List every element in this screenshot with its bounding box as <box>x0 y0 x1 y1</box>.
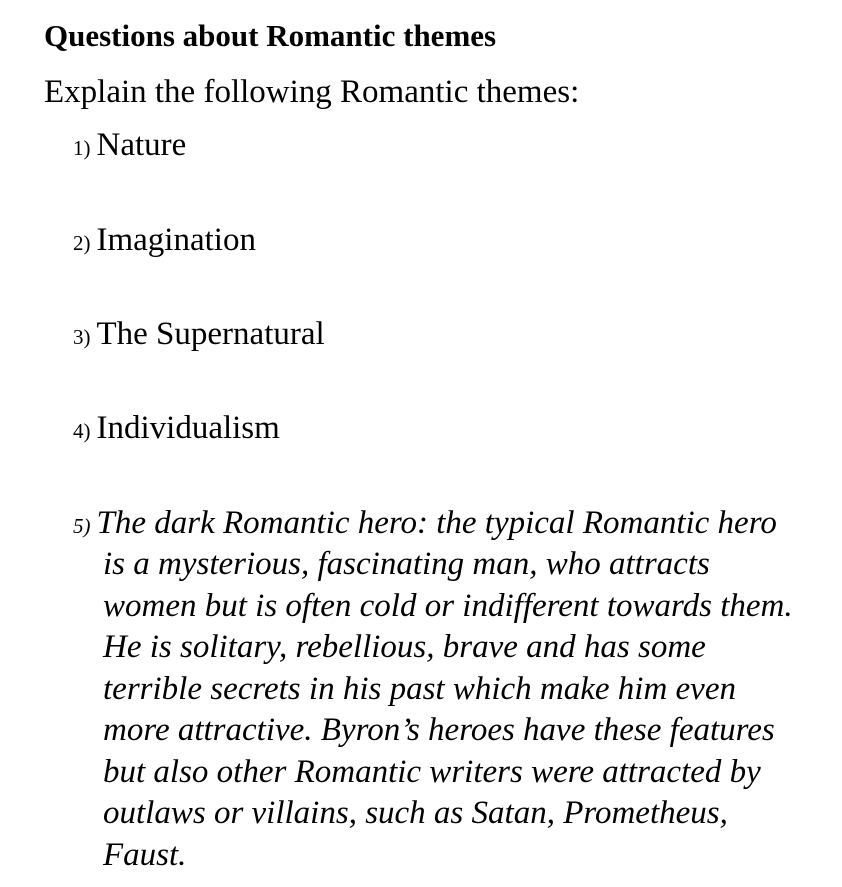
list-item-supernatural <box>73 313 325 358</box>
list-item-text-line: outlaws or villains, such as Satan, Prometheus, <box>103 795 728 831</box>
list-item-number: 5) <box>73 514 91 538</box>
list-item-text-line: more attractive. Byron’s heroes have these features <box>103 712 775 748</box>
list-item-text: Imagination <box>96 222 256 258</box>
list-item-number: 2) <box>73 231 91 255</box>
list-item-text: Nature <box>96 127 187 163</box>
list-item-text-line: but also other Romantic writers were attracted by <box>103 753 761 790</box>
list-item-text-line: is a mysterious, fascinating man, who attracts <box>103 546 710 582</box>
list-item-dark-hero <box>73 502 777 547</box>
document-title: Questions about Romantic themes <box>44 18 497 53</box>
list-item-text-line: women but is often cold or indifferent towards them. <box>103 587 793 624</box>
list-item-text: The Supernatural <box>96 316 325 352</box>
list-item-text: Individualism <box>96 410 280 446</box>
list-item-text-line: He is solitary, rebellious, brave and has some <box>103 629 706 665</box>
list-item-number: 4) <box>73 419 91 443</box>
list-item-text-line: Faust. <box>103 836 187 873</box>
list-item-number: 1) <box>73 136 91 160</box>
list-item-text-line: terrible secrets in his past which make him even <box>103 670 736 707</box>
list-item-text-line: The dark Romantic hero: the typical Romantic hero <box>96 505 777 541</box>
list-item-individualism <box>73 407 280 452</box>
list-item-imagination <box>73 219 256 264</box>
list-item-nature <box>73 124 186 169</box>
list-item-number: 3) <box>73 325 91 349</box>
intro-text: Explain the following Romantic themes: <box>44 74 580 110</box>
dark-hero-description <box>103 544 793 876</box>
